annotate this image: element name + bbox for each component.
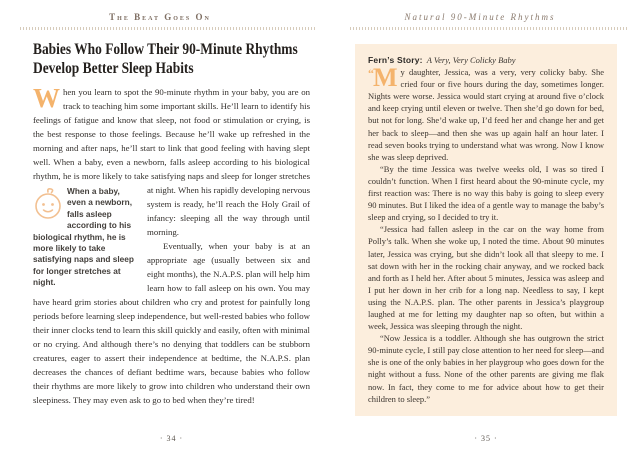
ferns-story-box — [355, 44, 617, 416]
dropcap-m: M — [373, 63, 398, 93]
story-paragraph-3: “Jessica had fallen asleep in the car on the way home from Polly’s talk. When she woke up, I noted the time. About 90 minutes later, Jessica was crying, but she didn’t look all that sleepy to me. I sat down with her in the rocking chair anyway, and we rocked back and forth as I held her. After about 5 minutes, Jessica was asleep and I put her down in her crib for a long nap. Needless to say, I kept using the N.A.P.S. plan. The other parents in Jessica’s playgroup laughed at me for letting my daughter nap so often, but within a week, Jessica was sleeping through the night. — [368, 224, 604, 332]
section-title — [33, 40, 310, 78]
dropcap-m-wrap — [368, 63, 401, 93]
left-page-content — [33, 40, 310, 407]
page-number-34: · 34 · — [159, 434, 184, 443]
paragraph-2: Eventually, when your baby is at an appropriate age (usually between six and eight months), the N.A.P.S. plan will help him learn how to fall asleep on his own. You may have heard grim stories about children who cry and protest for painfully long periods before learning sleep independence, but well-rested babies who follow their inner clocks tend to learn this skill quickly and easily, often with minimal or no crying. And although there’s no denying that toddlers can be stubborn creatures, eager to assert their independence at bedtime, the N.A.P.S. plan decreases the chances of defiant bedtime wars, because babies who follow their rhythms are more likely to grow into children who understand their own sleepiness. They may even ask to go to bed when they’re tired! — [33, 241, 310, 405]
section-title-line2: Develop Better Sleep Habits — [33, 60, 194, 77]
paragraph-1-part-b: longer stretches at night. When his rapidly developing nervous system is ready, he’ll reach the Holy Grail of infancy: sleeping all the way through until morning. — [147, 171, 310, 237]
pull-quote — [33, 186, 137, 289]
dropcap-w: W — [33, 83, 60, 113]
story-paragraph-2: “By the time Jessica was twelve weeks old, I was so tired I couldn’t function. When I first heard about the 90-minute cycle, my first reaction was: There is no way this baby is going to sleep every 90 minutes. But I liked the idea of a gentle way to manage the baby’s sleep and crying, so I decided to try it. — [368, 163, 604, 223]
story-subtitle: A Very, Very Colicky Baby — [426, 55, 516, 65]
opening-quote: “ — [368, 66, 373, 81]
paragraph-1-part-a: hen you learn to spot the 90-minute rhythm in your baby, you are on track to teaching him some important skills. He’ll learn to identify his feelings of fatigue and know that sleep, not food or stimulation or crying, is the best response to those feelings. Because he’ll wake up refreshed in the morning and after naps, he’ll start to link that good feeling with having slept well. When a baby, even a newborn, falls asleep according to his biological rhythm, he is more likely to take satisfying naps and sleep for — [33, 87, 310, 181]
pull-quote-text: When a baby, even a newborn, falls asleep according to his biological rhythm, he is more likely to take satisfying naps and sleep for longer stretches at night. — [33, 186, 134, 288]
section-title-line1: Babies Who Follow Their 90-Minute Rhythms — [33, 41, 298, 58]
story-paragraph-4: “Now Jessica is a toddler. Although she has outgrown the strict 90-minute cycle, I still pay close attention to her need for sleep—and she is one of the only babies in her playgroup who goes down for the night without a fuss. None of the other parents are giving me flak now. In fact, they come to me for advice about how to get their children to sleep.” — [368, 333, 604, 404]
right-page — [320, 0, 640, 457]
running-head-right: Natural 90-Minute Rhythms — [404, 12, 556, 22]
story-paragraph-1-text: y daughter, Jessica, was a very, very colicky baby. She cried four or five hours during the day, sometimes longer. Nights were worse. Jessica would start crying at around five o’clock and keep crying until eleven or twelve. Then she’d go down for bed, but not for long. She’d wake up, I’d feed her and change her and get her back to sleep—and then she was up again half an hour later. I read seven books trying to understand what was wrong. Now I know she was sleep deprived. — [368, 67, 604, 162]
header-rule-right — [350, 27, 628, 30]
baby-face-icon — [33, 187, 63, 220]
running-head-left: The Beat Goes On — [109, 12, 211, 22]
page-number-35: · 35 · — [474, 434, 498, 443]
paragraph-1 — [33, 83, 310, 288]
header-rule-left — [20, 27, 317, 30]
story-heading — [368, 54, 604, 66]
story-label: Fern’s Story: — [368, 55, 423, 65]
body-text — [33, 85, 310, 407]
story-paragraph-1 — [368, 63, 604, 163]
